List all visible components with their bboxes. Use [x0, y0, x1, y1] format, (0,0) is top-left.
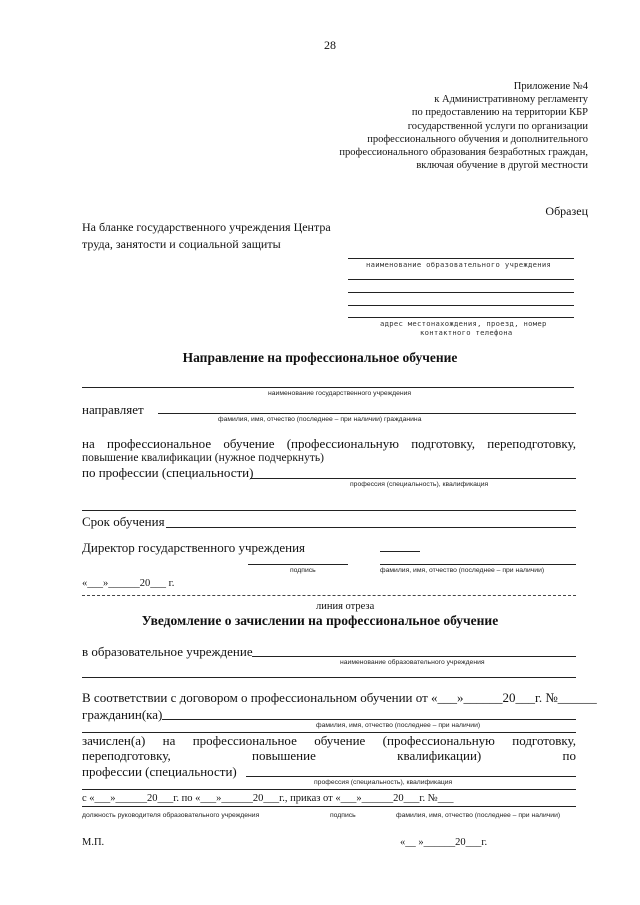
head-caption: должность руководителя образовательного учреждения — [82, 812, 260, 819]
director-signature-line — [248, 564, 348, 565]
director-signature-caption: подпись — [290, 567, 316, 574]
referral-institution-caption: наименование государственного учреждения — [268, 390, 412, 397]
notice-profession-caption: профессия (специальность), квалификация — [314, 779, 453, 786]
letterhead-line-1: На бланке государственного учреждения Центра — [82, 220, 331, 234]
addressee-line — [348, 305, 574, 306]
addressee-institution-caption: наименование образовательного учреждения — [366, 260, 552, 269]
cut-line — [82, 595, 576, 596]
page-number: 28 — [324, 38, 336, 52]
addressee-address-caption-1: адрес местонахождения, проезд, номер — [380, 319, 547, 328]
contract-text: В соответствии с договором о профессиональном обучении от «___»______20___г. №______ — [82, 690, 597, 705]
sends-label: направляет — [82, 402, 144, 417]
profession-extra-line — [82, 510, 576, 511]
appendix-line: профессионального образования безработных граждан, — [339, 147, 588, 159]
referral-institution-line — [82, 387, 574, 388]
appendix-line: по предоставлению на территории КБР — [411, 107, 588, 119]
notice-citizen-line — [162, 719, 576, 720]
notice-citizen-label: гражданин(ка) — [82, 707, 163, 722]
citizen-caption: фамилия, имя, отчество (последнее – при наличии) гражданина — [218, 416, 422, 423]
notice-profession-line — [246, 776, 576, 777]
notice-signature-caption: подпись — [330, 812, 356, 819]
director-short-line — [380, 551, 420, 552]
profession-caption: профессия (специальность), квалификация — [350, 481, 489, 488]
addressee-address-caption-2: контактного телефона — [420, 328, 513, 337]
appendix-line: государственной услуги по организации — [407, 120, 588, 132]
duration-line — [166, 527, 576, 528]
duration-label: Срок обучения — [82, 514, 165, 529]
notice-title: Уведомление о зачислении на профессиональное обучение — [141, 613, 499, 628]
enrolled-line-2: переподготовку, повышение квалификации) по — [82, 748, 576, 763]
notice-date: «__ »______20___г. — [400, 837, 488, 848]
director-name-caption: фамилия, имя, отчество (последнее – при наличии) — [380, 567, 545, 574]
notice-institution-line — [252, 656, 576, 657]
profession-label: по профессии (специальности) — [82, 465, 254, 480]
addressee-line — [348, 317, 574, 318]
purpose-line-2: повышение квалификации (нужное подчеркнуть) — [82, 452, 324, 464]
appendix-line: профессионального обучения и дополнительного — [367, 133, 588, 145]
appendix-line: Приложение №4 — [513, 81, 588, 92]
director-name-line — [380, 564, 576, 565]
appendix-line: включая обучение в другой местности — [416, 160, 588, 172]
sample-label: Образец — [545, 204, 588, 218]
notice-profession-extra-line — [82, 789, 576, 790]
notice-institution-extra-line — [82, 677, 576, 678]
appendix-line: к Административному регламенту — [434, 94, 588, 106]
addressee-line — [348, 292, 574, 293]
enrolled-line-1: зачислен(а) на профессиональное обучение (профессиональную подготовку, — [82, 733, 576, 748]
letterhead-line-2: труда, занятости и социальной защиты — [82, 237, 281, 251]
period-line — [82, 806, 576, 807]
purpose-line-1: на профессиональное обучение (профессиональную подготовку, переподготовку, — [82, 436, 576, 451]
notice-profession-label: профессии (специальности) — [82, 764, 237, 779]
stamp-label: М.П. — [82, 837, 105, 848]
addressee-line — [348, 258, 574, 259]
addressee-line — [348, 279, 574, 280]
notice-institution-caption: наименование образовательного учреждения — [340, 659, 485, 666]
notice-name-caption: фамилия, имя, отчество (последнее – при наличии) — [396, 812, 561, 819]
profession-line — [250, 478, 576, 479]
director-label: Директор государственного учреждения — [82, 540, 306, 555]
notice-citizen-caption: фамилия, имя, отчество (последнее – при наличии) — [316, 722, 481, 729]
referral-date: «___»______20___ г. — [82, 578, 175, 589]
referral-title: Направление на профессиональное обучение — [182, 350, 458, 365]
period-text: с «___»______20___г. по «___»______20___г., приказ от «___»______20___г. №___ — [82, 793, 454, 804]
notice-to-label: в образовательное учреждение — [82, 644, 253, 659]
appendix-block — [339, 80, 588, 172]
cut-line-label: линия отреза — [316, 601, 375, 612]
citizen-line — [158, 413, 576, 414]
